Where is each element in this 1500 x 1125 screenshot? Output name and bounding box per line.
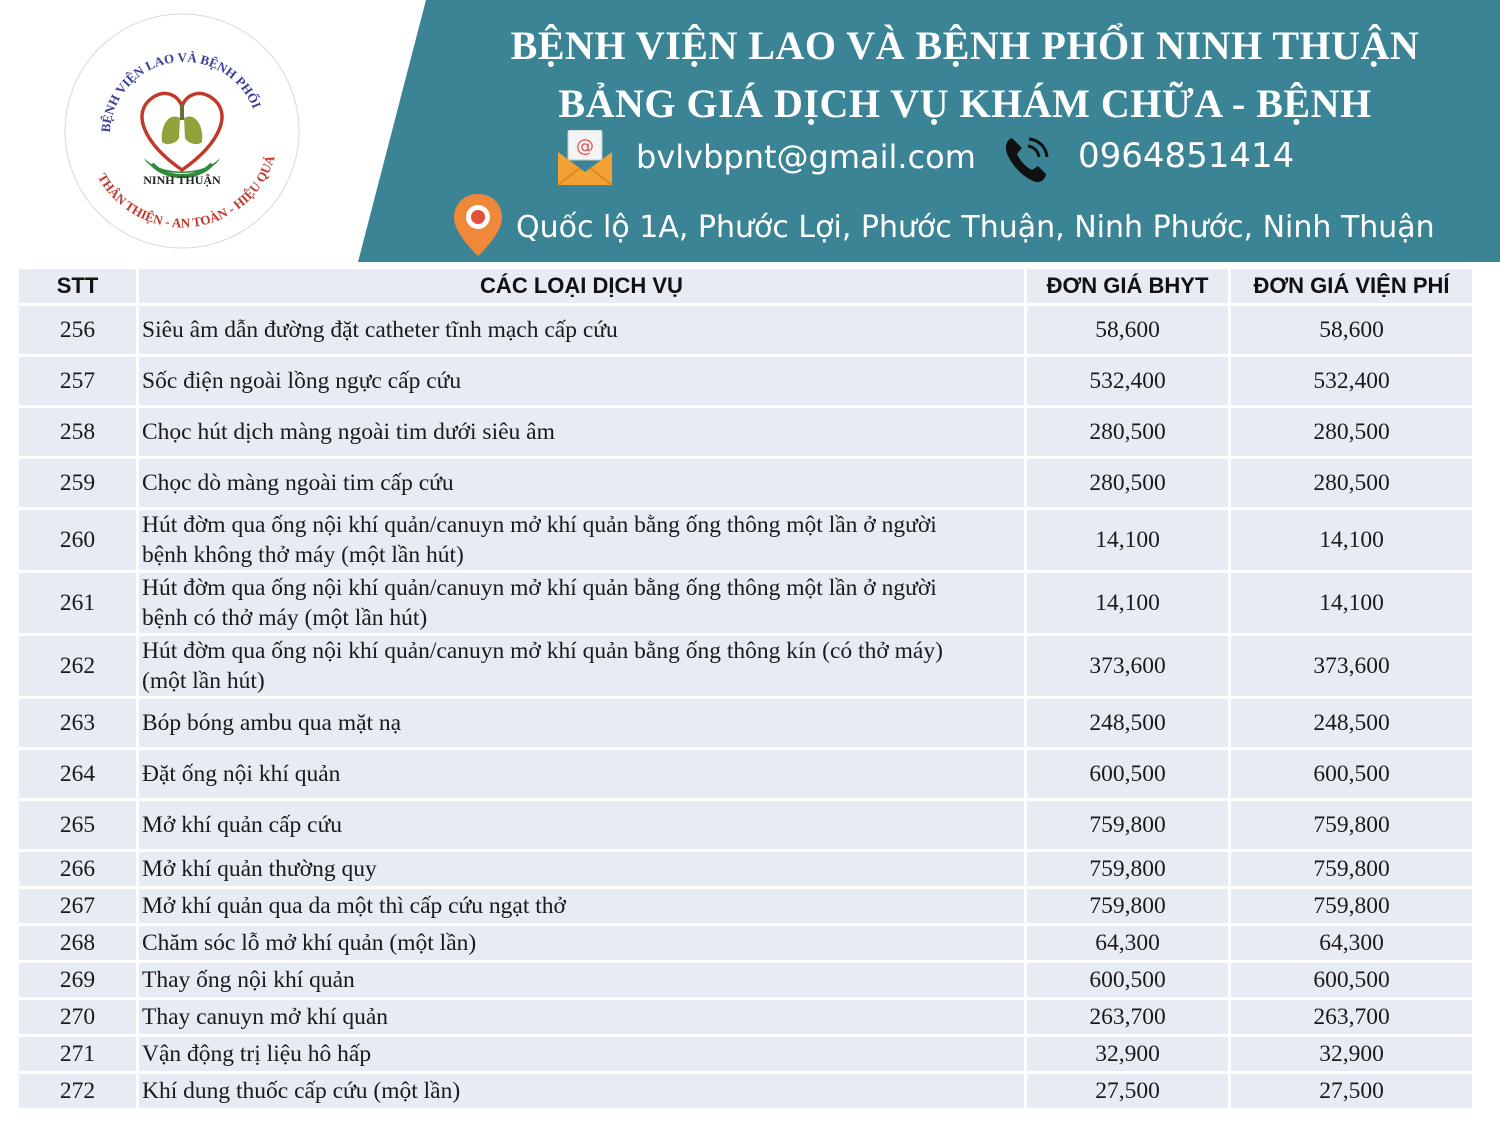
cell-stt: 271 [19, 1037, 136, 1071]
service-line-2: bệnh có thở máy (một lần hút) [142, 605, 428, 631]
cell-hospital-fee: 759,800 [1231, 801, 1472, 849]
cell-bhyt-price: 600,500 [1027, 750, 1228, 798]
table-row [19, 963, 1472, 997]
cell-stt: 256 [19, 306, 136, 354]
hospital-name: BỆNH VIỆN LAO VÀ BỆNH PHỔI NINH THUẬN [510, 23, 1420, 68]
cell-bhyt-price: 263,700 [1027, 1000, 1228, 1034]
service-line-1: Hút đờm qua ống nội khí quản/canuyn mở khí quản bằng ống thông một lần ở người [142, 575, 937, 601]
table-row [19, 1037, 1472, 1071]
table-row [19, 926, 1472, 960]
cell-hospital-fee: 14,100 [1231, 573, 1472, 633]
email-link[interactable]: bvlvbpnt@gmail.com [636, 138, 976, 176]
cell-service: Sốc điện ngoài lồng ngực cấp cứu [139, 357, 1024, 405]
hospital-logo [62, 12, 302, 250]
cell-bhyt-price: 280,500 [1027, 408, 1228, 456]
cell-stt: 264 [19, 750, 136, 798]
cell-service: Mở khí quản qua da một thì cấp cứu ngạt thở [139, 889, 1024, 923]
logo-bottom-text: THÂN THIỆN - AN TOÀN - HIỆU QUẢ [94, 153, 278, 231]
cell-service: Chọc dò màng ngoài tim cấp cứu [139, 459, 1024, 507]
address-text: Quốc lộ 1A, Phước Lợi, Phước Thuận, Ninh Phước, Ninh Thuận [516, 210, 1435, 245]
cell-service: Khí dung thuốc cấp cứu (một lần) [139, 1074, 1024, 1108]
cell-hospital-fee: 32,900 [1231, 1037, 1472, 1071]
cell-service: Mở khí quản cấp cứu [139, 801, 1024, 849]
cell-stt: 269 [19, 963, 136, 997]
cell-bhyt-price: 248,500 [1027, 699, 1228, 747]
cell-service: Đặt ống nội khí quản [139, 750, 1024, 798]
cell-service: Siêu âm dẫn đường đặt catheter tĩnh mạch cấp cứu [139, 306, 1024, 354]
cell-service: Bóp bóng ambu qua mặt nạ [139, 699, 1024, 747]
cell-bhyt-price: 280,500 [1027, 459, 1228, 507]
logo-center-text: NINH THUẬN [143, 173, 221, 187]
table-row [19, 306, 1472, 354]
cell-bhyt-price: 373,600 [1027, 636, 1228, 696]
cell-stt: 265 [19, 801, 136, 849]
cell-bhyt-price: 532,400 [1027, 357, 1228, 405]
table-row [19, 510, 1472, 570]
table-row [19, 801, 1472, 849]
cell-hospital-fee: 373,600 [1231, 636, 1472, 696]
table-row [19, 459, 1472, 507]
service-line-1: Hút đờm qua ống nội khí quản/canuyn mở khí quản bằng ống thông kín (có thở máy) [142, 638, 943, 664]
cell-hospital-fee: 263,700 [1231, 1000, 1472, 1034]
cell-service: Chọc hút dịch màng ngoài tim dưới siêu âm [139, 408, 1024, 456]
cell-bhyt-price: 27,500 [1027, 1074, 1228, 1108]
page-header [0, 0, 1500, 262]
cell-hospital-fee: 532,400 [1231, 357, 1472, 405]
cell-stt: 262 [19, 636, 136, 696]
cell-bhyt-price: 759,800 [1027, 801, 1228, 849]
phone-link[interactable]: 0964851414 [1078, 136, 1295, 176]
table-row [19, 750, 1472, 798]
map-pin-icon [452, 192, 504, 258]
service-line-2: bệnh không thở máy (một lần hút) [142, 542, 464, 568]
cell-service [139, 636, 1024, 696]
cell-hospital-fee: 600,500 [1231, 963, 1472, 997]
cell-hospital-fee: 248,500 [1231, 699, 1472, 747]
cell-hospital-fee: 280,500 [1231, 459, 1472, 507]
cell-hospital-fee: 58,600 [1231, 306, 1472, 354]
page-title: BẢNG GIÁ DỊCH VỤ KHÁM CHỮA - BỆNH [558, 81, 1372, 126]
table-row [19, 357, 1472, 405]
cell-stt: 263 [19, 699, 136, 747]
table-row [19, 699, 1472, 747]
cell-stt: 259 [19, 459, 136, 507]
cell-hospital-fee: 14,100 [1231, 510, 1472, 570]
cell-stt: 258 [19, 408, 136, 456]
header-stt: STT [19, 269, 136, 303]
cell-hospital-fee: 600,500 [1231, 750, 1472, 798]
header-bhyt-price: ĐƠN GIÁ BHYT [1027, 269, 1228, 303]
cell-service: Thay ống nội khí quản [139, 963, 1024, 997]
table-row [19, 573, 1472, 633]
cell-service [139, 510, 1024, 570]
cell-service: Thay canuyn mở khí quản [139, 1000, 1024, 1034]
cell-stt: 266 [19, 852, 136, 886]
cell-bhyt-price: 32,900 [1027, 1037, 1228, 1071]
cell-hospital-fee: 27,500 [1231, 1074, 1472, 1108]
cell-service: Chăm sóc lỗ mở khí quản (một lần) [139, 926, 1024, 960]
service-line-2: (một lần hút) [142, 668, 265, 694]
phone-icon [1002, 134, 1050, 184]
cell-stt: 260 [19, 510, 136, 570]
table-row [19, 1000, 1472, 1034]
table-row [19, 889, 1472, 923]
header-hospital-fee: ĐƠN GIÁ VIỆN PHÍ [1231, 269, 1472, 303]
logo-top-text: BỆNH VIỆN LAO VÀ BỆNH PHỔI [97, 49, 265, 133]
cell-service [139, 573, 1024, 633]
cell-hospital-fee: 759,800 [1231, 889, 1472, 923]
cell-bhyt-price: 14,100 [1027, 573, 1228, 633]
cell-bhyt-price: 759,800 [1027, 889, 1228, 923]
cell-hospital-fee: 759,800 [1231, 852, 1472, 886]
cell-bhyt-price: 58,600 [1027, 306, 1228, 354]
cell-bhyt-price: 759,800 [1027, 852, 1228, 886]
table-row [19, 408, 1472, 456]
cell-stt: 257 [19, 357, 136, 405]
header-service: CÁC LOẠI DỊCH VỤ [139, 269, 1024, 303]
cell-stt: 267 [19, 889, 136, 923]
table-row [19, 636, 1472, 696]
cell-service: Vận động trị liệu hô hấp [139, 1037, 1024, 1071]
cell-hospital-fee: 280,500 [1231, 408, 1472, 456]
price-table [16, 266, 1475, 1111]
cell-stt: 270 [19, 1000, 136, 1034]
cell-bhyt-price: 14,100 [1027, 510, 1228, 570]
cell-bhyt-price: 64,300 [1027, 926, 1228, 960]
cell-stt: 261 [19, 573, 136, 633]
cell-stt: 272 [19, 1074, 136, 1108]
svg-text:@: @ [576, 136, 594, 157]
cell-service: Mở khí quản thường quy [139, 852, 1024, 886]
cell-bhyt-price: 600,500 [1027, 963, 1228, 997]
table-row [19, 852, 1472, 886]
service-line-1: Hút đờm qua ống nội khí quản/canuyn mở khí quản bằng ống thông một lần ở người [142, 512, 937, 538]
table-header-row [19, 269, 1472, 303]
envelope-icon [556, 130, 614, 186]
cell-hospital-fee: 64,300 [1231, 926, 1472, 960]
cell-stt: 268 [19, 926, 136, 960]
table-row [19, 1074, 1472, 1108]
